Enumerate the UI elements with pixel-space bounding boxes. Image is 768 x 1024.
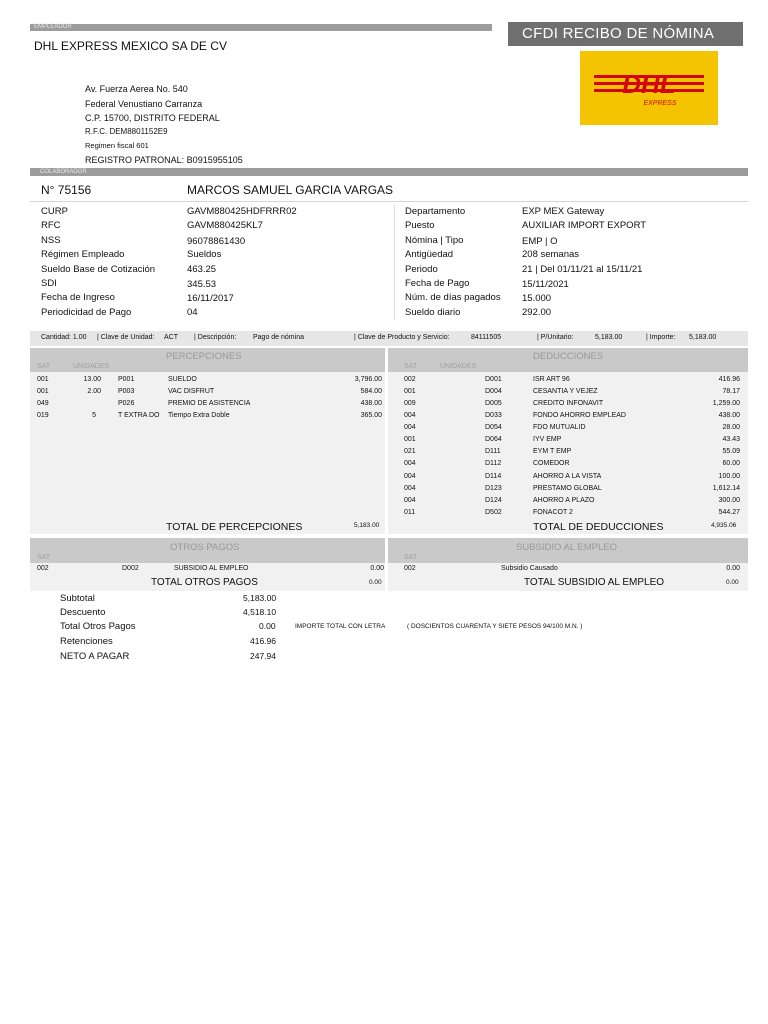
divider (394, 205, 395, 320)
dhl-logo-graphic (580, 51, 718, 125)
sat-code: 049 (37, 400, 49, 407)
concept-amount: 416.96 (718, 376, 740, 383)
percepciones-total-value: 5,183.00 (354, 522, 380, 529)
sat-code: 021 (404, 448, 416, 455)
summary-value: 416.96 (250, 636, 276, 646)
importe-value: 5,183.00 (689, 334, 717, 341)
concept-code: D123 (485, 485, 502, 492)
deducciones-col-unidades: UNIDADES (440, 363, 477, 370)
concept-amount: 300.00 (718, 497, 740, 504)
employer-band (30, 24, 492, 31)
concept-desc: PREMIO DE ASISTENCIA (168, 400, 251, 407)
p-unitario-label: | P/Unitario: (537, 334, 574, 341)
otros-pagos-col-sat: SAT (37, 554, 51, 561)
concept-desc: Tiempo Extra Doble (168, 412, 230, 419)
field-value: GAVM880425KL7 (187, 220, 263, 231)
concept-code: D114 (485, 473, 502, 480)
field-value: 15/11/2021 (522, 279, 569, 290)
field-value: EXP MEX Gateway (522, 206, 605, 217)
field-label: Periodo (405, 264, 438, 275)
field-value: 15.000 (522, 293, 552, 304)
concept-amount: 28.00 (722, 424, 740, 431)
descripcion-label: | Descripción: (194, 334, 237, 341)
collaborator-band (30, 168, 748, 176)
clave-producto-value: 84111505 (471, 334, 502, 341)
concept-code: D054 (485, 424, 502, 431)
sat-code: 002 (404, 376, 416, 383)
concept-desc: Subsidio Causado (501, 565, 558, 572)
concept-amount: 3,796.00 (354, 376, 382, 383)
address-line: Regimen fiscal 601 (85, 141, 149, 150)
otros-pagos-title: OTROS PAGOS (170, 542, 240, 553)
employer-caption: EMPLEADOR (34, 24, 72, 30)
field-label: Antigüedad (405, 249, 454, 260)
concept-amount: 438.00 (718, 412, 740, 419)
summary-value: 0.00 (259, 621, 276, 631)
address-line: R.F.C. DEM8801152E9 (85, 127, 168, 136)
concept-amount: 0.00 (370, 565, 384, 572)
field-value: Sueldos (187, 249, 222, 260)
sat-code: 001 (37, 388, 49, 395)
net-pay-label: NETO A PAGAR (60, 651, 130, 662)
concept-desc: PRESTAMO GLOBAL (533, 485, 602, 492)
field-label: SDI (41, 278, 57, 289)
table-row (0, 497, 742, 509)
summary-label: Subtotal (60, 593, 95, 604)
concept-desc: EYM T EMP (533, 448, 572, 455)
summary-value: 4,518.10 (243, 607, 277, 617)
field-value: AUXILIAR IMPORT EXPORT (522, 220, 647, 231)
concept-desc: SUELDO (168, 376, 197, 383)
address-line: Av. Fuerza Aerea No. 540 (85, 84, 188, 94)
concept-desc: AHORRO A LA VISTA (533, 473, 602, 480)
address-line: REGISTRO PATRONAL: B0915955105 (85, 155, 243, 165)
divider (30, 201, 748, 202)
percepciones-total-label: TOTAL DE PERCEPCIONES (166, 521, 303, 533)
unidades: 5 (92, 412, 96, 419)
field-value: 96078861430 (187, 236, 246, 247)
field-value: EMP | O (522, 236, 558, 247)
concept-desc: SUBSIDIO AL EMPLEO (174, 565, 249, 572)
concept-amount: 43.43 (722, 436, 740, 443)
field-label: Fecha de Pago (405, 278, 470, 289)
sat-code: 002 (37, 565, 49, 572)
employee-name: MARCOS SAMUEL GARCIA VARGAS (187, 183, 394, 197)
sat-code: 001 (404, 388, 416, 395)
svg-text:DHL: DHL (622, 69, 676, 99)
table-row (0, 436, 742, 448)
percepciones-col-sat: SAT (37, 363, 51, 370)
importe-label: | Importe: (646, 334, 676, 341)
field-label: Régimen Empleado (41, 249, 125, 260)
sat-code: 002 (404, 565, 416, 572)
field-value: 463.25 (187, 264, 217, 275)
table-row (0, 473, 742, 485)
field-label: Sueldo Base de Cotización (41, 264, 156, 275)
percepciones-title: PERCEPCIONES (166, 351, 242, 362)
concept-code: P001 (118, 376, 135, 383)
otros-pagos-total-value: 0.00 (369, 579, 382, 586)
p-unitario-value: 5,183.00 (595, 334, 623, 341)
clave-producto-label: | Clave de Producto y Servicio: (354, 334, 450, 341)
subsidio-total-value: 0.00 (726, 579, 739, 586)
deducciones-total-value: 4,935.06 (711, 522, 737, 529)
concept-code: D112 (485, 460, 502, 467)
sat-code: 001 (37, 376, 49, 383)
summary-label: Retenciones (60, 636, 113, 647)
concept-desc: VAC DISFRUT (168, 388, 215, 395)
field-label: Departamento (405, 206, 466, 217)
field-label: Núm. de días pagados (405, 292, 501, 303)
collaborator-caption: COLABORADOR (40, 169, 87, 175)
unidades: 2.00 (87, 388, 101, 395)
concept-desc: FDO MUTUALID (533, 424, 586, 431)
concept-desc: IYV EMP (533, 436, 562, 443)
field-label: Puesto (405, 220, 435, 231)
concept-code: P003 (118, 388, 135, 395)
sat-code: 001 (404, 436, 416, 443)
concept-amount: 1,612.14 (712, 485, 740, 492)
sat-code: 009 (404, 400, 416, 407)
concept-code: P026 (118, 400, 135, 407)
deducciones-total-label: TOTAL DE DEDUCCIONES (533, 521, 664, 533)
concept-code: D111 (485, 448, 501, 455)
concept-amount: 55.09 (722, 448, 740, 455)
svg-text:EXPRESS: EXPRESS (643, 100, 677, 107)
field-value: 208 semanas (522, 249, 580, 260)
summary-label: Total Otros Pagos (60, 621, 136, 632)
sat-code: 011 (404, 509, 416, 516)
table-row (0, 460, 742, 472)
concept-code: D001 (485, 376, 502, 383)
concept-amount: 438.00 (360, 400, 382, 407)
concept-desc: FONACOT 2 (533, 509, 573, 516)
summary-label: Descuento (60, 607, 106, 618)
field-value: 04 (187, 307, 198, 318)
concept-desc: AHORRO A PLAZO (533, 497, 595, 504)
concept-code: D124 (485, 497, 502, 504)
otros-pagos-total-label: TOTAL OTROS PAGOS (151, 577, 258, 588)
concept-line (0, 334, 768, 346)
importe-letra-label: IMPORTE TOTAL CON LETRA (295, 623, 386, 630)
field-label: NSS (41, 235, 61, 246)
table-row (0, 412, 742, 424)
field-label: RFC (41, 220, 61, 231)
clave-unidad-value: ACT (164, 334, 178, 341)
descripcion-value: Pago de nómina (253, 334, 304, 341)
concept-code: D004 (485, 388, 502, 395)
field-value: GAVM880425HDFRRR02 (187, 206, 297, 217)
sat-code: 004 (404, 497, 416, 504)
field-value: 292.00 (522, 307, 552, 318)
document-title: CFDI RECIBO DE NÓMINA (508, 22, 743, 46)
subsidio-col-sat: SAT (404, 554, 418, 561)
sat-code: 004 (404, 473, 416, 480)
net-pay-value: 247.94 (250, 651, 276, 661)
field-label: Periodicidad de Pago (41, 307, 132, 318)
clave-unidad-label: | Clave de Unidad: (97, 334, 155, 341)
sat-code: 004 (404, 424, 416, 431)
sat-code: 004 (404, 485, 416, 492)
concept-desc: FONDO AHORRO EMPLEAD (533, 412, 626, 419)
concept-amount: 0.00 (726, 565, 740, 572)
concept-amount: 365.00 (360, 412, 382, 419)
concept-amount: 100.00 (718, 473, 740, 480)
summary-value: 5,183.00 (243, 593, 277, 603)
concept-code: D005 (485, 400, 502, 407)
concept-amount: 544.27 (718, 509, 740, 516)
field-value: 16/11/2017 (187, 293, 234, 304)
field-label: CURP (41, 206, 68, 217)
field-label: Nómina | Tipo (405, 235, 464, 246)
field-label: Sueldo diario (405, 307, 461, 318)
unidades: 13.00 (83, 376, 101, 383)
field-label: Fecha de Ingreso (41, 292, 115, 303)
deducciones-col-sat: SAT (404, 363, 418, 370)
table-row (0, 388, 742, 400)
field-value: 345.53 (187, 279, 217, 290)
sat-code: 004 (404, 460, 416, 467)
concept-code: T EXTRA DO (118, 412, 160, 419)
employee-number: N° 75156 (41, 183, 92, 197)
field-value: 21 | Del 01/11/21 al 15/11/21 (522, 264, 643, 275)
concept-code: D064 (485, 436, 502, 443)
table-row (0, 485, 742, 497)
concept-code: D033 (485, 412, 502, 419)
sat-code: 004 (404, 412, 416, 419)
table-row (0, 448, 742, 460)
cantidad: Cantidad: 1.00 (41, 334, 87, 341)
concept-desc: COMEDOR (533, 460, 570, 467)
table-row (0, 400, 742, 412)
address-line: C.P. 15700, DISTRITO FEDERAL (85, 113, 220, 123)
dhl-logo (580, 51, 718, 125)
deducciones-title: DEDUCCIONES (533, 351, 604, 362)
subsidio-title: SUBSIDIO AL EMPLEO (516, 542, 618, 553)
concept-desc: CREDITO INFONAVIT (533, 400, 604, 407)
concept-amount: 78.17 (722, 388, 740, 395)
table-row (0, 424, 742, 436)
subsidio-row (0, 565, 742, 577)
concept-amount: 60.00 (722, 460, 740, 467)
address-line: Federal Venustiano Carranza (85, 99, 203, 109)
concept-desc: CESANTIA Y VEJEZ (533, 388, 598, 395)
concept-code: D502 (485, 509, 502, 516)
concept-desc: ISR ART 96 (533, 376, 570, 383)
concept-amount: 1,259.00 (712, 400, 740, 407)
table-row (0, 509, 742, 521)
table-row (0, 376, 742, 388)
percepciones-col-unidades: UNIDADES (73, 363, 110, 370)
sat-code: 019 (37, 412, 49, 419)
concept-amount: 584.00 (360, 388, 382, 395)
subsidio-total-label: TOTAL SUBSIDIO AL EMPLEO (524, 577, 665, 588)
concept-code: D002 (122, 565, 139, 572)
importe-letra-value: ( DOSCIENTOS CUARENTA Y SIETE PESOS 94/100 M.N. ) (407, 623, 583, 630)
employer-name: DHL EXPRESS MEXICO SA DE CV (34, 39, 227, 53)
